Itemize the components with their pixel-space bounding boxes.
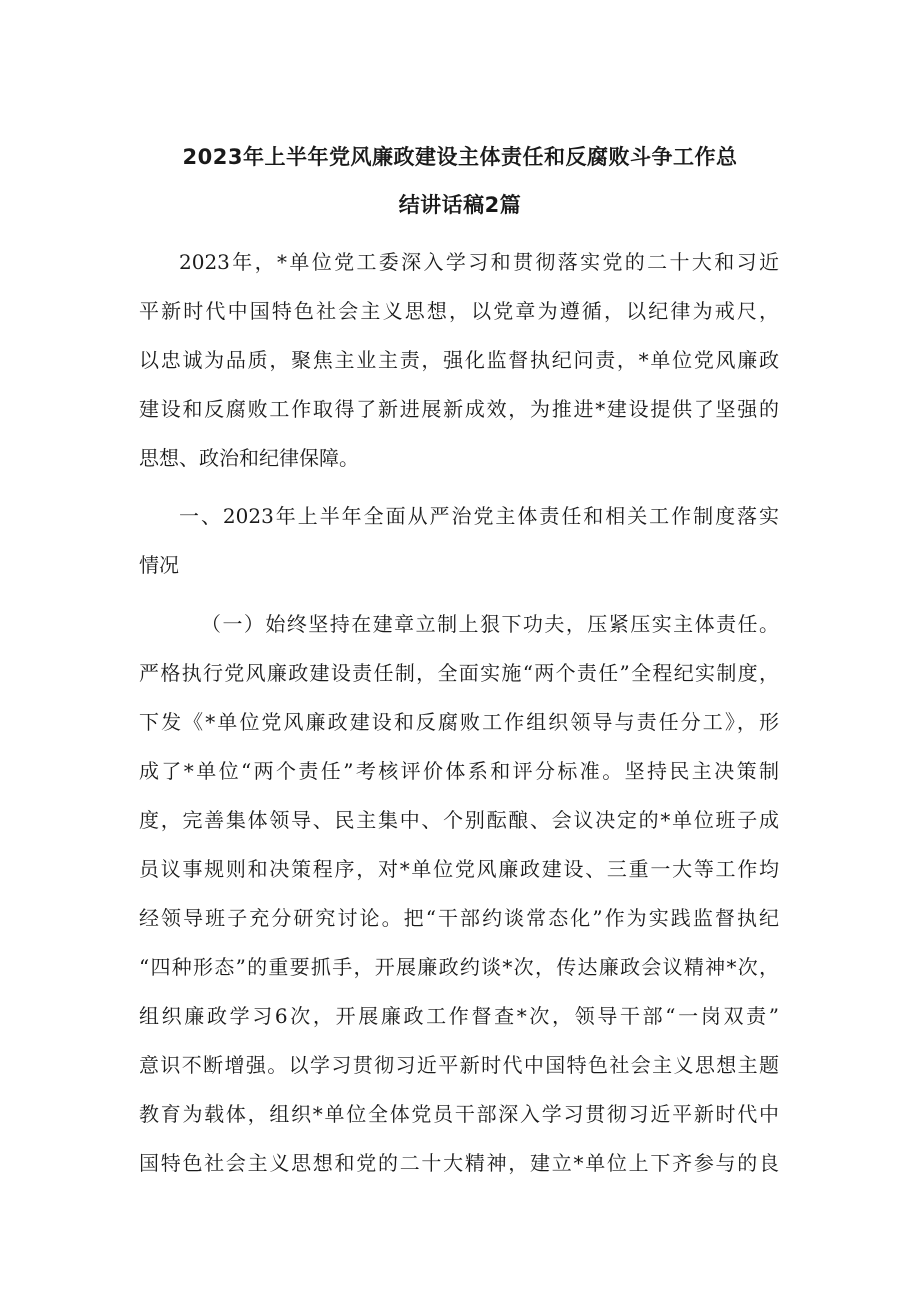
intro-line-5: 思想、政治和纪律保障。 <box>139 446 359 470</box>
subsection-1-line-7: 经领导班子充分研究讨论。把“干部约谈常态化”作为实践监督执纪 <box>139 906 779 930</box>
subsection-1-line-3: 下发《*单位党风廉政建设和反腐败工作组织领导与责任分工》，形 <box>139 710 779 734</box>
intro-line-3: 以忠诚为品质，聚焦主业主责，强化监督执纪问责，*单位党风廉政 <box>139 348 779 372</box>
subsection-1-line-10: 意识不断增强。以学习贯彻习近平新时代中国特色社会主义思想主题 <box>139 1053 779 1077</box>
subsection-1-line-9: 组织廉政学习6次，开展廉政工作督查*次，领导干部“一岗双责” <box>139 1004 779 1028</box>
subsection-1-line-2: 严格执行党风廉政建设责任制，全面实施“两个责任”全程纪实制度， <box>139 661 779 685</box>
section-1-heading-line-2: 情况 <box>139 553 179 577</box>
intro-line-4: 建设和反腐败工作取得了新进展新成效，为推进*建设提供了坚强的 <box>139 397 779 421</box>
subsection-1-line-5: 度，完善集体领导、民主集中、个别酝酿、会议决定的*单位班子成 <box>139 808 779 832</box>
intro-line-1: 2023年，*单位党工委深入学习和贯彻落实党的二十大和习近 <box>179 250 779 274</box>
subsection-1-line-12: 国特色社会主义思想和党的二十大精神，建立*单位上下齐参与的良 <box>139 1151 779 1175</box>
subsection-1-line-8: “四种形态”的重要抓手，开展廉政约谈*次，传达廉政会议精神*次， <box>139 955 779 979</box>
intro-line-2: 平新时代中国特色社会主义思想，以党章为遵循，以纪律为戒尺， <box>139 299 779 323</box>
subsection-1-line-4: 成了*单位“两个责任”考核评价体系和评分标准。坚持民主决策制 <box>139 759 779 783</box>
document-title-line-1: 2023年上半年党风廉政建设主体责任和反腐败斗争工作总 <box>182 145 738 169</box>
document-title-line-2: 结讲话稿2篇 <box>398 193 522 217</box>
section-1-heading-line-1: 一、2023年上半年全面从严治党主体责任和相关工作制度落实 <box>179 504 779 528</box>
subsection-1-line-6: 员议事规则和决策程序，对*单位党风廉政建设、三重一大等工作均 <box>139 857 779 881</box>
subsection-1-line-1: （一）始终坚持在建章立制上狠下功夫，压紧压实主体责任。 <box>201 612 779 636</box>
subsection-1-line-11: 教育为载体，组织*单位全体党员干部深入学习贯彻习近平新时代中 <box>139 1102 779 1126</box>
